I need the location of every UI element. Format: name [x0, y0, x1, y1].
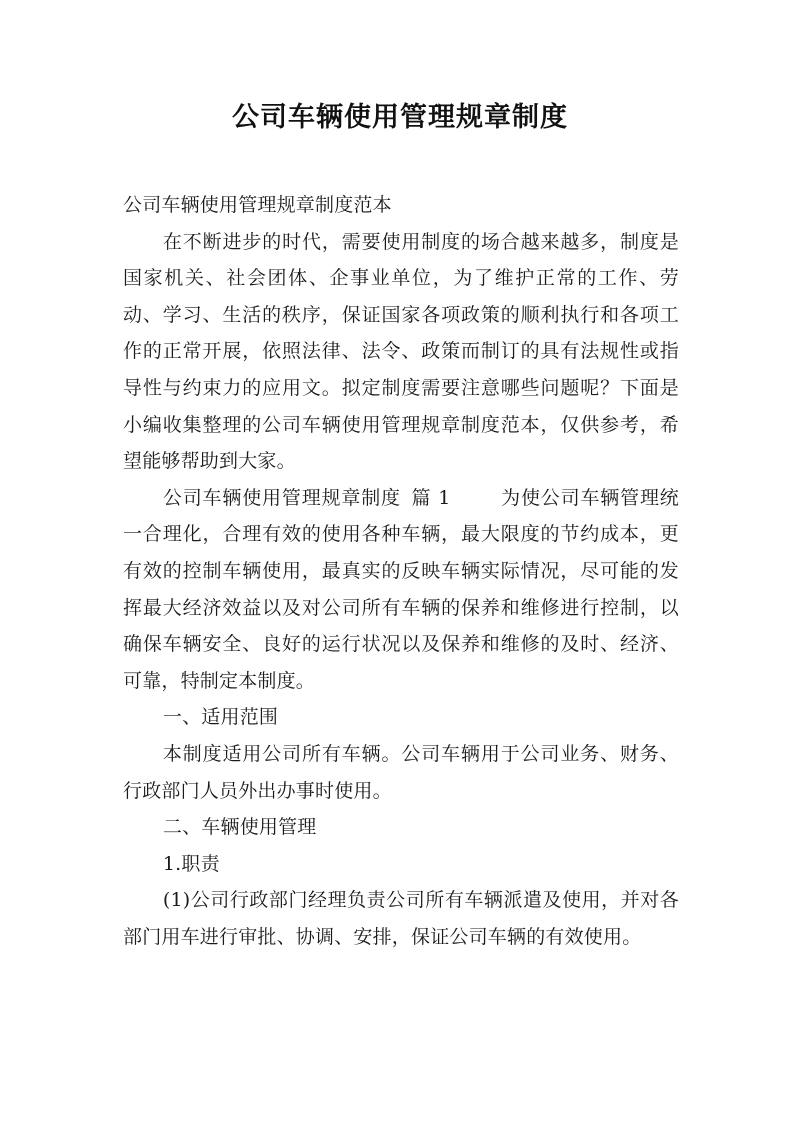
sub1-heading: 1.职责 [162, 852, 220, 875]
article1-heading: 公司车辆使用管理规章制度 [162, 486, 401, 509]
section1-body: 本制度适用公司所有车辆。公司车辆用于公司业务、财务、行政部门人员外出办事时使用。 [123, 742, 679, 802]
section2-heading: 二、车辆使用管理 [162, 816, 317, 839]
document-body [123, 187, 679, 955]
item1-paragraph: (1)公司行政部门经理负责公司所有车辆派遣及使用，并对各部门用车进行审批、协调、安排，保证公司车辆的有效使用。 [123, 889, 679, 948]
intro-paragraph: 在不断进步的时代，需要使用制度的场合越来越多，制度是国家机关、社会团体、企事业单位，为了维护正常的工作、劳动、学习、生活的秩序，保证国家各项政策的顺利执行和各项工作的正常开展，依照法律、法令、政策而制订的具有法规性或指导性与约束力的应用文。拟定制度需要注意哪些问题呢？下面是小编收集整理的公司车辆使用管理规章制度范本，仅供参考，希望能够帮助到大家。 [123, 230, 679, 473]
article1-paragraph [123, 480, 679, 700]
document-title: 公司车辆使用管理规章制度 [232, 102, 568, 133]
document-subtitle: 公司车辆使用管理规章制度范本 [123, 194, 392, 216]
article1-body: 为使公司车辆管理统一合理化，合理有效的使用各种车辆，最大限度的节约成本，更有效的控制车辆使用，最真实的反映车辆实际情况，尽可能的发挥最大经济效益以及对公司所有车辆的保养和维修进行控制，以确保车辆安全、良好的运行状况以及保养和维修的及时、经济、可靠，特制定本制度。 [123, 486, 679, 692]
article1-number: 篇 1 [410, 486, 451, 509]
section1-heading: 一、适用范围 [162, 706, 279, 729]
